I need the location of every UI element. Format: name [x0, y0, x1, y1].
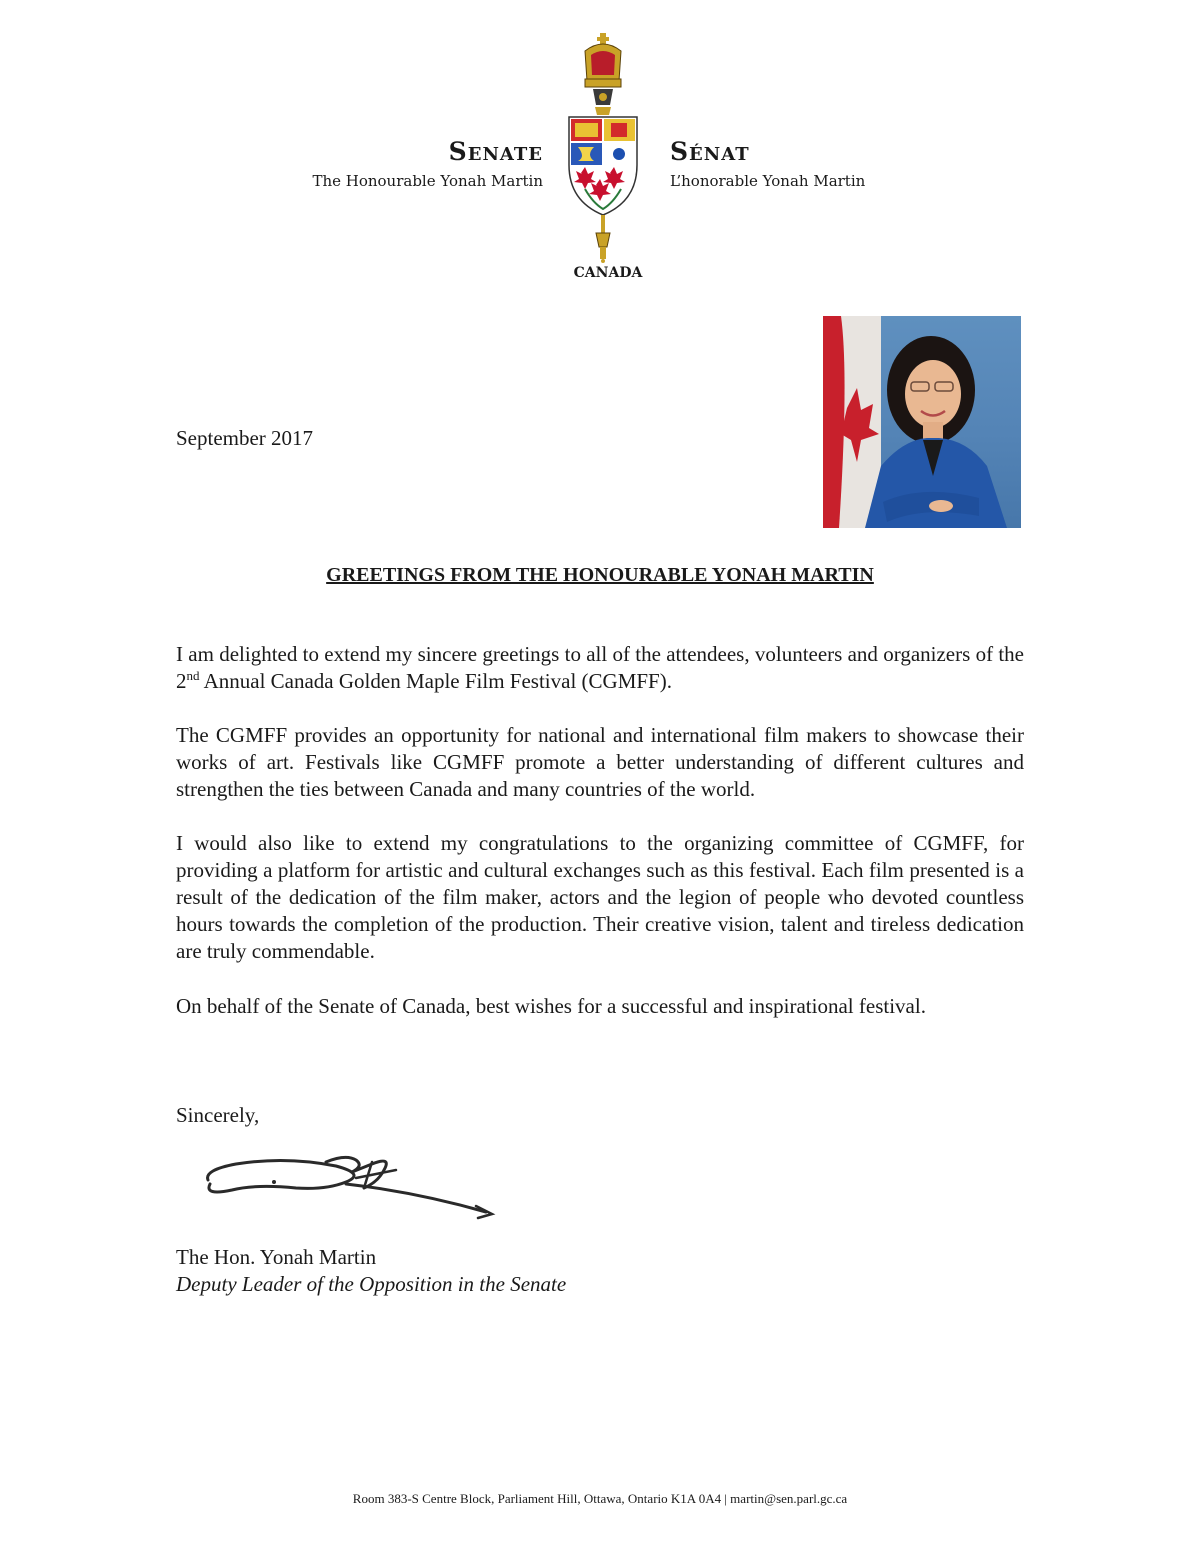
signer-title: Deputy Leader of the Opposition in the Senate — [176, 1272, 567, 1296]
letterhead-title-fr: Sénat — [670, 137, 750, 166]
signer-name: The Hon. Yonah Martin — [176, 1245, 377, 1269]
letter-date: September 2017 — [176, 426, 314, 450]
paragraph-1-superscript: nd — [186, 668, 200, 683]
letter-heading: GREETINGS FROM THE HONOURABLE YONAH MARTIN — [326, 564, 874, 586]
handwritten-signature — [196, 1148, 506, 1228]
paragraph-2: The CGMFF provides an opportunity for national and international film makers to showcase their works of art. Festivals like CGMFF promote a better understanding of different cultures and strengthen the ties between Canada and many countries of the world. — [176, 723, 1024, 801]
paragraph-1 — [176, 641, 1024, 695]
letterhead-title-en: Senate — [448, 137, 543, 166]
letterhead-english — [300, 136, 543, 191]
footer-address: Room 383-S Centre Block, Parliament Hill, Ottawa, Ontario K1A 0A4 | martin@sen.parl.gc.ca — [352, 1491, 848, 1506]
crest-label: CANADA — [573, 265, 643, 281]
paragraph-4: On behalf of the Senate of Canada, best wishes for a successful and inspirational festival. — [176, 994, 926, 1018]
senate-coat-of-arms-icon — [563, 33, 643, 263]
letterhead-french — [670, 136, 930, 191]
portrait-photo — [823, 316, 1021, 528]
letterhead-subtitle-fr: L’honorable Yonah Martin — [670, 172, 866, 190]
paragraph-1-part-a: I am delighted to extend my sincere greetings to all of the attendees, volunteers and organizers of the 2 — [176, 642, 1024, 693]
paragraph-3: I would also like to extend my congratulations to the organizing committee of CGMFF, for providing a platform for artistic and cultural exchanges such as this festival. Each film presented is a result of the dedication of the film maker, actors and the legion of people who devoted countless hours towards the completion of the production. Their creative vision, talent and tireless dedication are truly commendable. — [176, 831, 1024, 963]
paragraph-1-part-b: Annual Canada Golden Maple Film Festival (CGMFF). — [199, 669, 672, 693]
closing: Sincerely, — [176, 1103, 260, 1127]
letterhead-subtitle-en: The Honourable Yonah Martin — [312, 172, 543, 190]
